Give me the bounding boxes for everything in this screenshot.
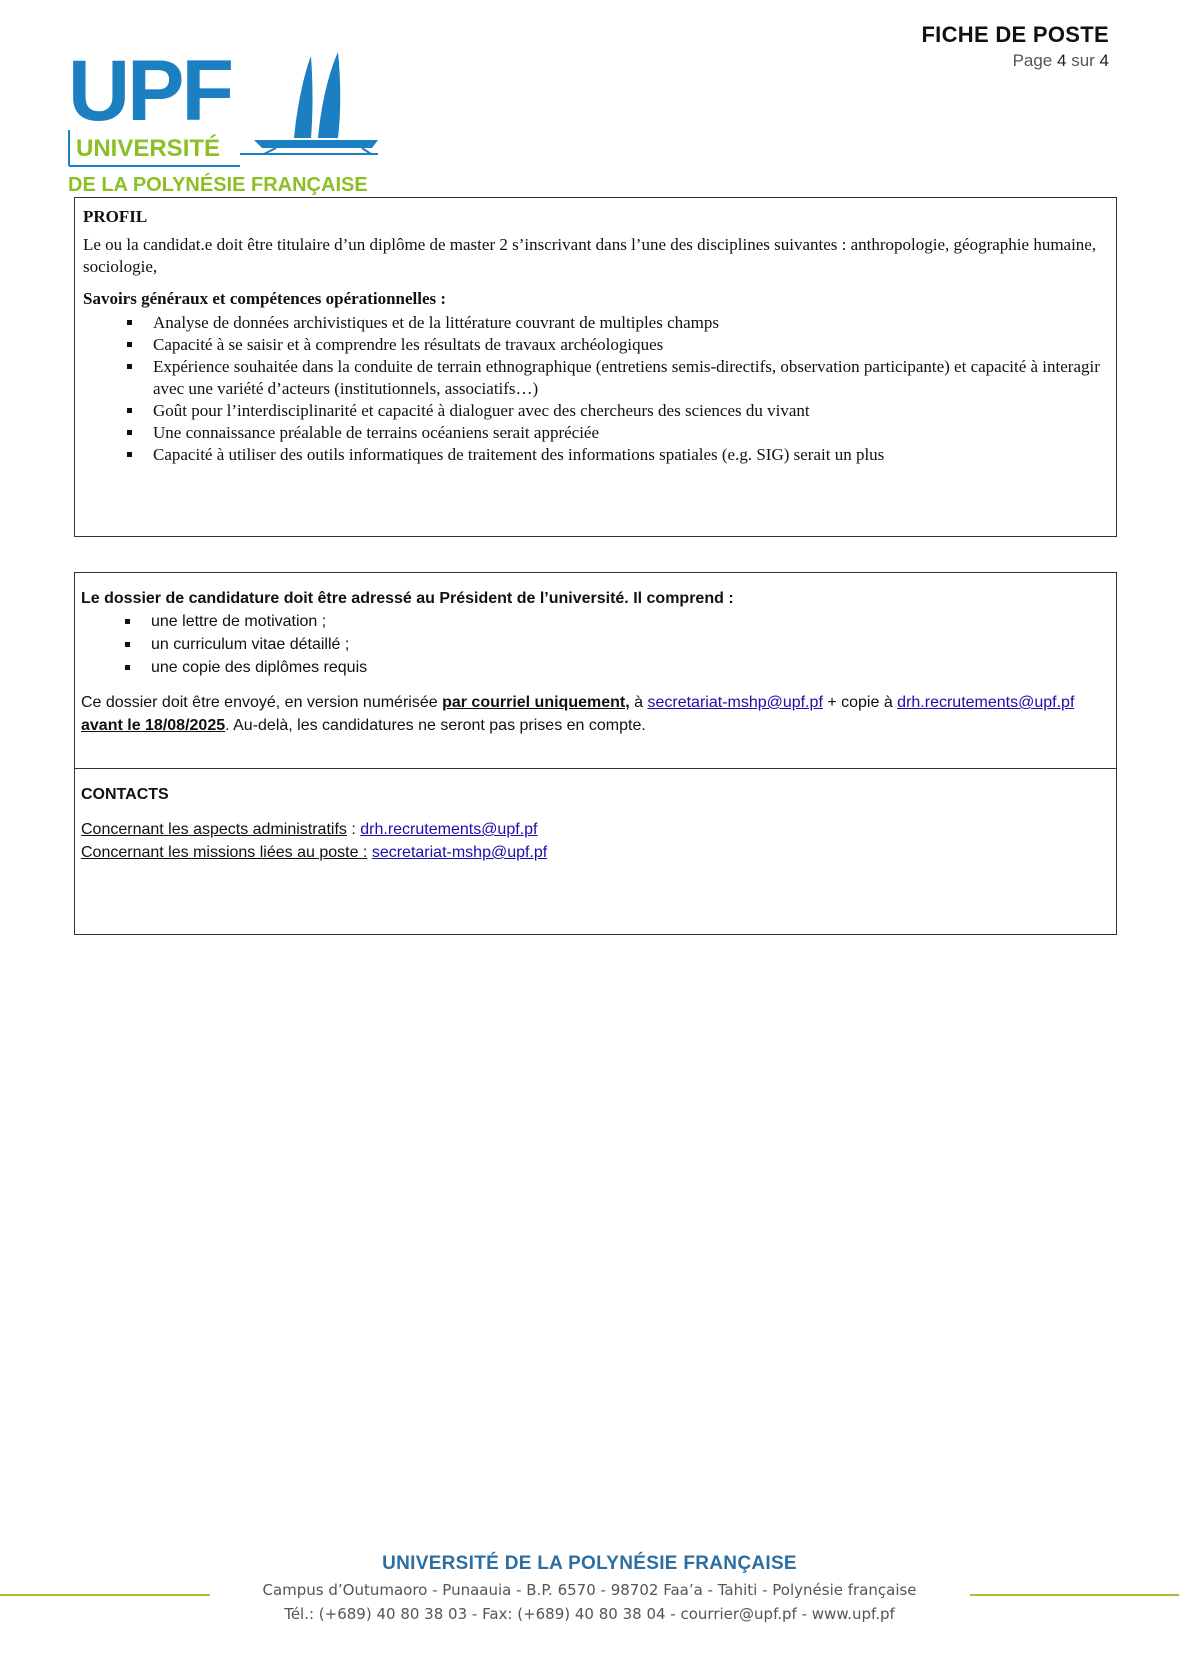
list-item: Capacité à se saisir et à comprendre les résultats de travaux archéologiques xyxy=(83,334,1108,356)
profil-intro: Le ou la candidat.e doit être titulaire d’un diplôme de master 2 s’inscrivant dans l’une des disciplines suivantes : anthropologie, géographie humaine, sociologie, xyxy=(83,235,1097,276)
upf-logo xyxy=(66,46,406,198)
candidature-lead: Le dossier de candidature doit être adressé au Président de l’université. Il comprend : xyxy=(81,590,734,607)
list-item: Capacité à utiliser des outils informatiques de traitement des informations spatiales (e.g. SIG) serait un plus xyxy=(83,444,1108,466)
footer-title: UNIVERSITÉ DE LA POLYNÉSIE FRANÇAISE xyxy=(382,1553,797,1574)
page-number: Page 4 sur 4 xyxy=(1012,51,1109,70)
list-item: une lettre de motivation ; xyxy=(81,610,1110,633)
list-item: Goût pour l’interdisciplinarité et capacité à dialoguer avec des chercheurs des sciences du vivant xyxy=(83,400,1108,422)
admin-email-link[interactable]: drh.recrutements@upf.pf xyxy=(360,821,538,838)
profil-section xyxy=(74,197,1117,537)
list-item: Expérience souhaitée dans la conduite de terrain ethnographique (entretiens semis-directifs, observation participante) et capacité à interagir avec une variété d’acteurs (institutionnels, associatifs…) xyxy=(83,356,1108,400)
footer-contact: Tél.: (+689) 40 80 38 03 - Fax: (+689) 40 80 38 04 - courrier@upf.pf - www.upf.pf xyxy=(284,1605,895,1623)
document-type: FICHE DE POSTE xyxy=(921,22,1109,47)
application-section xyxy=(74,572,1117,935)
list-item: un curriculum vitae détaillé ; xyxy=(81,633,1110,656)
documents-list xyxy=(81,610,1110,679)
contact-missions: Concernant les missions liées au poste : secretariat-mshp@upf.pf xyxy=(81,844,548,861)
missions-email-link[interactable]: secretariat-mshp@upf.pf xyxy=(371,844,548,861)
list-item: une copie des diplômes requis xyxy=(81,656,1110,679)
page-header xyxy=(921,22,1109,71)
footer-address: Campus d’Outumaoro - Punaauia - B.P. 6570 - 98702 Faa’a - Tahiti - Polynésie française xyxy=(262,1581,917,1599)
list-item: Analyse de données archivistiques et de la littérature couvrant de multiples champs xyxy=(83,312,1108,334)
logo-universite-text: UNIVERSITÉ xyxy=(76,135,221,162)
logo-subtitle-text: DE LA POLYNÉSIE FRANÇAISE xyxy=(68,174,368,196)
skills-title: Savoirs généraux et compétences opérationnelles : xyxy=(83,289,447,308)
page-footer xyxy=(0,1553,1179,1623)
page-total: 4 xyxy=(1099,51,1109,70)
contacts-block xyxy=(75,769,1116,864)
deadline: avant le 18/08/2025 xyxy=(81,717,226,734)
page-current: 4 xyxy=(1057,51,1067,70)
contact-admin: Concernant les aspects administratifs : drh.recrutements@upf.pf xyxy=(81,821,538,838)
logo-upf-text: UPF xyxy=(68,46,231,139)
secretariat-email-link[interactable]: secretariat-mshp@upf.pf xyxy=(647,694,823,711)
profil-title: PROFIL xyxy=(83,207,148,226)
email-only-notice: par courriel uniquement, xyxy=(442,694,630,711)
skills-list xyxy=(83,312,1108,466)
boat-icon xyxy=(240,52,378,154)
drh-email-link[interactable]: drh.recrutements@upf.pf xyxy=(897,694,1075,711)
candidature-block xyxy=(75,573,1116,769)
submission-instructions: Ce dossier doit être envoyé, en version numérisée par courriel uniquement, à secretariat-mshp@upf.pf + copie à drh.recrutements@upf.pf avant le 18/08/2025. Au-delà, les candidatures ne seront pas prises en compte. xyxy=(81,694,1075,734)
list-item: Une connaissance préalable de terrains océaniens serait appréciée xyxy=(83,422,1108,444)
contacts-title: CONTACTS xyxy=(81,786,169,803)
